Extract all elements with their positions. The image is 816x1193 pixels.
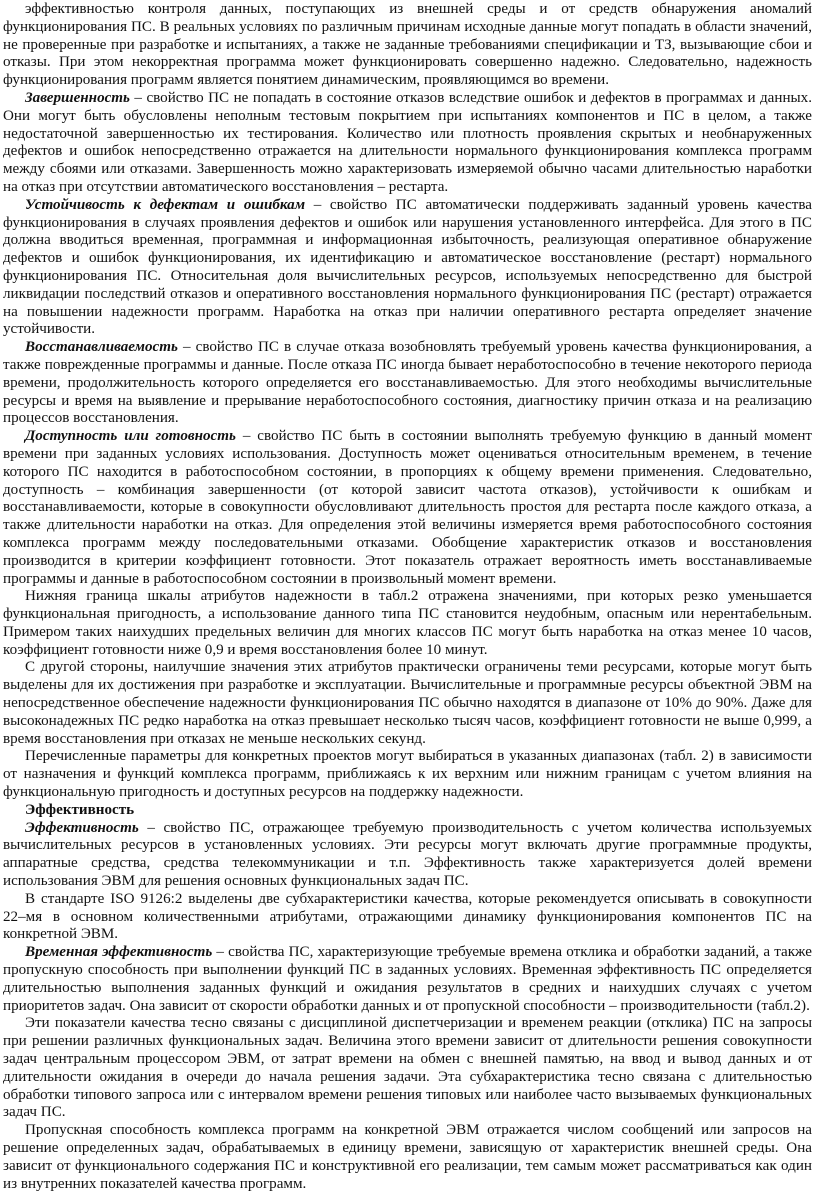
paragraph-availability: Доступность или готовность – свойство ПС быть в состоянии выполнять требуемую функцию в данный момент времени при заданных условиях использования. Доступность может оцениваться относительным временем, в течение которого ПС находится в работоспособном состоянии, в пропорциях к общему времени применения. Следовательно, доступность – комбинация завершенности (от которой зависит частота отказов), устойчивости к ошибкам и восстанавливаемости, которые в совокупности обусловливают длительность простоя для рестарта после каждого отказа, а также длительности наработки на отказ. Для определения этой величины измеряется время работоспособного состояния комплекса программ между последовательными отказами. Обобщение характеристик отказов и восстановления производится в критерии коэффициент готовности. Этот показатель отражает вероятность иметь восстанавливаемые программы и данные в работоспособном состоянии в произвольный момент времени. <box>3 428 812 587</box>
paragraph-parameters: Перечисленные параметры для конкретных проектов могут выбираться в указанных диапазонах (табл. 2) в зависимости от назначения и функций комплекса программ, приближаясь к их верхним или нижним границам с учетом влияния на функциональную пригодность и доступных ресурсов на поддержку надежности. <box>3 748 812 801</box>
section-heading-efficiency: Эффективность <box>25 801 135 818</box>
paragraph-best-values: С другой стороны, наилучшие значения этих атрибутов практически ограничены теми ресурсами, которые могут быть выделены для их достижения при разработке и эксплуатации. Вычислительные и программные ресурсы объектной ЭВМ на непосредственное обеспечение надежности функционирования ПС обычно находятся в диапазоне от 10% до 90%. Даже для высоконадежных ПС редко наработка на отказ превышает несколько тысяч часов, коэффициент готовности не выше 0,999, а время восстановления при отказах не меньше нескольких секунд. <box>3 659 812 747</box>
term-recoverability: Восстанавливаемость <box>25 339 178 356</box>
paragraph-completeness: Завершенность – свойство ПС не попадать в состояние отказов вследствие ошибок и дефектов в программах и данных. Они могут быть обусловлены неполным тестовым покрытием при испытаниях компонентов и ПС в целом, а также недостаточной завершенностью их тестирования. Количество или плотность проявления скрытых и необнаруженных дефектов и ошибок непосредственно отражается на длительности нормального функционирования комплекса программ между сбоями или отказами. Завершенность можно характеризовать измеряемой обычно часами длительностью наработки на отказ при отсутствии автоматического восстановления – рестарта. <box>3 89 812 195</box>
paragraph-lower-bound: Нижняя граница шкалы атрибутов надежности в табл.2 отражена значениями, при которых резко уменьшается функциональная пригодность, а использование данного типа ПС становится неудобным, опасным или нерентабельным. Примером таких наихудших предельных величин для многих классов ПС могут быть наработка на отказ менее 10 часов, коэффициент готовности ниже 0,9 и время восстановления более 10 минут. <box>3 588 812 658</box>
paragraph-throughput: Пропускная способность комплекса программ на конкретной ЭВМ отражается числом сообщений или запросов на решение определенных задач, обрабатываемых в единицу времени, зависящую от характеристик внешней среды. Она зависит от функционального содержания ПС и конструктивной его реализации, тем самым может рассматриваться как один из внутренних показателей качества программ. <box>3 1122 812 1192</box>
term-availability: Доступность или готовность <box>25 428 236 445</box>
term-time-efficiency: Временная эффективность <box>25 944 213 961</box>
term-fault-tolerance: Устойчивость к дефектам и ошибкам <box>25 196 306 213</box>
paragraph-response-time: Эти показатели качества тесно связаны с дисциплиной диспетчеризации и временем реакции (отклика) ПС на запросы при решении различных функциональных задач. Величина этого времени зависит от длительности решения совокупности задач центральным процессором ЭВМ, от затрат времени на обмен с внешней памятью, на ввод и вывод данных и от длительности ожидания в очереди до начала решения задачи. Эта субхарактеристика тесно связана с длительностью обработки типового запроса или с интервалом времени решения типовых или наиболее часто вызываемых функциональных задач ПС. <box>3 1015 812 1121</box>
paragraph-iso-standard: В стандарте ISO 9126:2 выделены две субхарактеристики качества, которые рекомендуется описывать в совокупности 22–мя в основном количественными атрибутами, отражающими динамику функционирования компонентов ПС на конкретной ЭВМ. <box>3 890 812 943</box>
paragraph-recoverability: Восстанавливаемость – свойство ПС в случае отказа возобновлять требуемый уровень качества функционирования, а также поврежденные программы и данные. После отказа ПС иногда бывает неработоспособно в течение некоторого периода времени, продолжительность которого определяется его восстанавливаемостью. Для этого необходимы вычислительные ресурсы и время на выявление и прерывание неработоспособного состояния, диагностику причин отказа и на реализацию процессов восстановления. <box>3 339 812 427</box>
term-efficiency: Эффективность <box>25 819 139 836</box>
term-completeness: Завершенность <box>25 89 130 106</box>
paragraph-fault-tolerance: Устойчивость к дефектам и ошибкам – свойство ПС автоматически поддерживать заданный уровень качества функционирования в случаях проявления дефектов и ошибок или нарушения установленного интерфейса. Для этого в ПС должна вводиться временная, программная и информационная избыточность, реализующая оперативное обнаружение дефектов и ошибок функционирования, их идентификацию и автоматическое восстановление (рестарт) нормального функционирования ПС. Относительная доля вычислительных ресурсов, используемых непосредственно для быстрой ликвидации последствий отказов и оперативного восстановления нормального функционирования ПС (рестарт) отражается на повышении надежности программ. Наработка на отказ при наличии оперативного рестарта определяет значение устойчивости. <box>3 196 812 338</box>
paragraph-reliability-intro: эффективностью контроля данных, поступающих из внешней среды и от средств обнаружения аномалий функционирования ПС. В реальных условиях по различным причинам исходные данные могут попадать в области значений, не проверенные при разработке и испытаниях, а также не заданные требованиями спецификации и ТЗ, вызывающие сбои и отказы. При этом некорректная программа может функционировать совершенно надежно. Следовательно, надежность функционирования программ является понятием динамическим, проявляющимся во времени. <box>3 1 812 89</box>
paragraph-time-efficiency: Временная эффективность – свойства ПС, характеризующие требуемые времена отклика и обработки заданий, а также пропускную способность при выполнении функций ПС в заданных условиях. Временная эффективность ПС определяется длительностью выполнения заданных функций и ожидания результатов в средних и наихудших случаях с учетом приоритетов задач. Она зависит от скорости обработки данных и от пропускной способности – производительности (табл.2). <box>3 944 812 1014</box>
paragraph-efficiency: Эффективность – свойство ПС, отражающее требуемую производительность с учетом количества используемых вычислительных ресурсов в установленных условиях. Эти ресурсы могут включать другие программные продукты, аппаратные средства, средства телекоммуникации и т.п. Эффективность также характеризуется долей времени использования ЭВМ для решения основных функциональных задач ПС. <box>3 819 812 890</box>
